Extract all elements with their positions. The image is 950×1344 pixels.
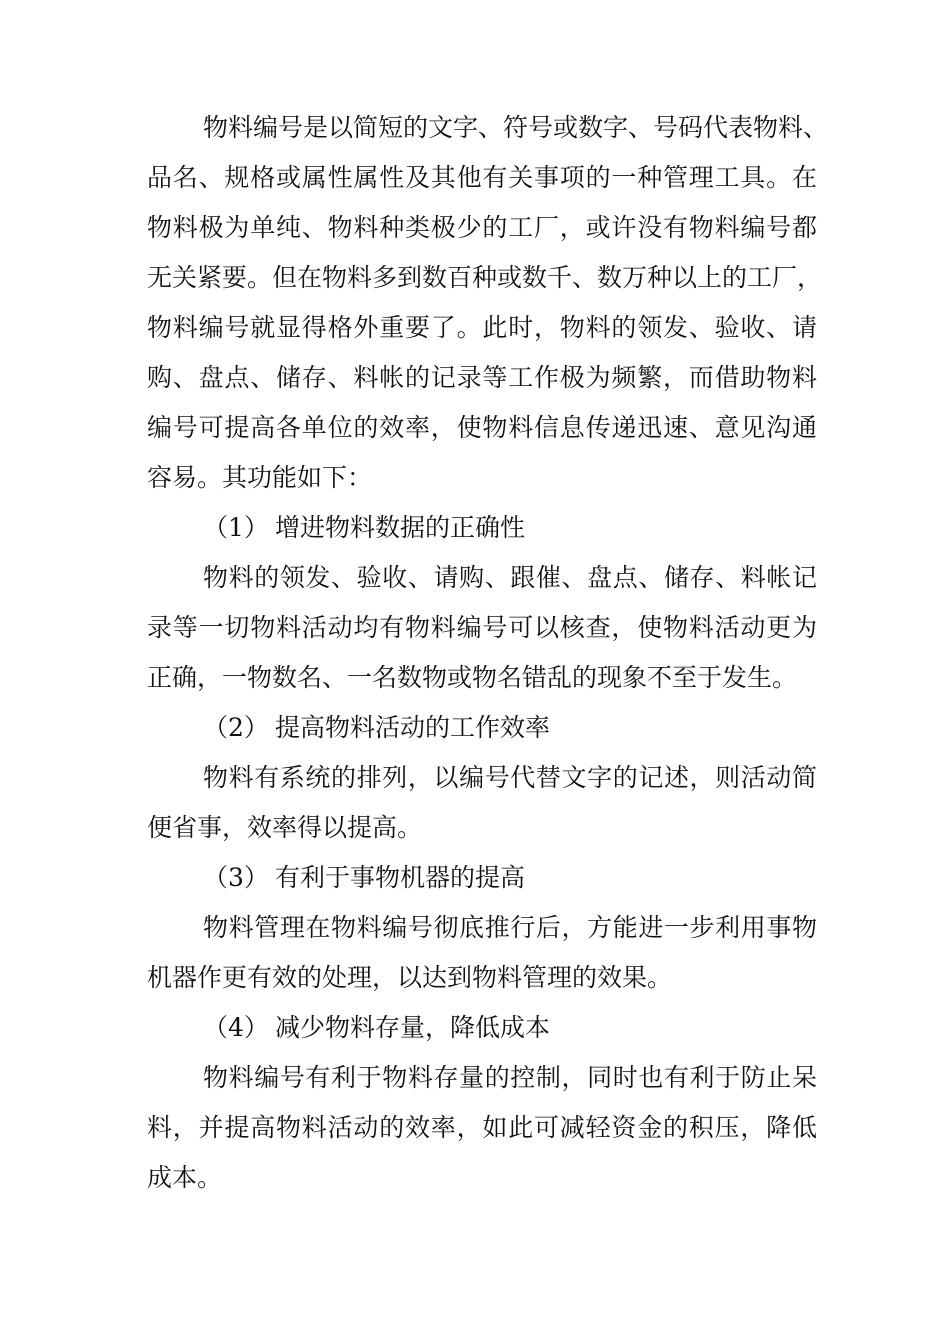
section-title: 提高物料活动的工作效率 [275, 713, 551, 742]
section-title: 增进物料数据的正确性 [275, 513, 526, 542]
section-line: 物料的领发、验收、请购、跟催、盘点、储存、料帐记 [203, 563, 817, 592]
section-line: 成本。 [147, 1163, 223, 1192]
intro-line: 购、盘点、储存、料帐的记录等工作极为频繁，而借助物料 [147, 363, 817, 392]
section-line: 物料编号有利于物料存量的控制，同时也有利于防止呆 [203, 1063, 817, 1092]
intro-line: 容易。其功能如下： [147, 463, 373, 492]
intro-line: 无关紧要。但在物料多到数百种或数千、数万种以上的工厂， [147, 263, 823, 292]
section-number: （4） [203, 1013, 269, 1042]
section-line: 正确，一物数名、一名数物或物名错乱的现象不至于发生。 [147, 663, 798, 692]
intro-line: 编号可提高各单位的效率，使物料信息传递迅速、意见沟通 [147, 413, 817, 442]
intro-line: 品名、规格或属性属性及其他有关事项的一种管理工具。在 [147, 163, 817, 192]
section-heading [203, 508, 817, 548]
section-number: （2） [203, 713, 269, 742]
section-line: 料，并提高物料活动的效率，如此可减轻资金的积压，降低 [147, 1113, 817, 1142]
intro-line: 物料编号是以简短的文字、符号或数字、号码代表物料、 [203, 113, 829, 142]
section-number: （1） [203, 513, 269, 542]
section-line: 物料管理在物料编号彻底推行后，方能进一步利用事物 [203, 913, 817, 942]
section-number: （3） [203, 863, 269, 892]
section-line: 物料有系统的排列，以编号代替文字的记述，则活动简 [203, 763, 817, 792]
section-title: 有利于事物机器的提高 [275, 863, 526, 892]
section-heading [203, 1008, 817, 1048]
section-line: 录等一切物料活动均有物料编号可以核查，使物料活动更为 [147, 613, 817, 642]
section-line: 便省事，效率得以提高。 [147, 813, 423, 842]
intro-line: 物料极为单纯、物料种类极少的工厂，或许没有物料编号都 [147, 213, 817, 242]
section-title: 减少物料存量，降低成本 [275, 1013, 551, 1042]
section-heading [203, 858, 817, 898]
section-line: 机器作更有效的处理，以达到物料管理的效果。 [147, 963, 673, 992]
section-heading [203, 708, 817, 748]
intro-line: 物料编号就显得格外重要了。此时，物料的领发、验收、请 [147, 313, 817, 342]
